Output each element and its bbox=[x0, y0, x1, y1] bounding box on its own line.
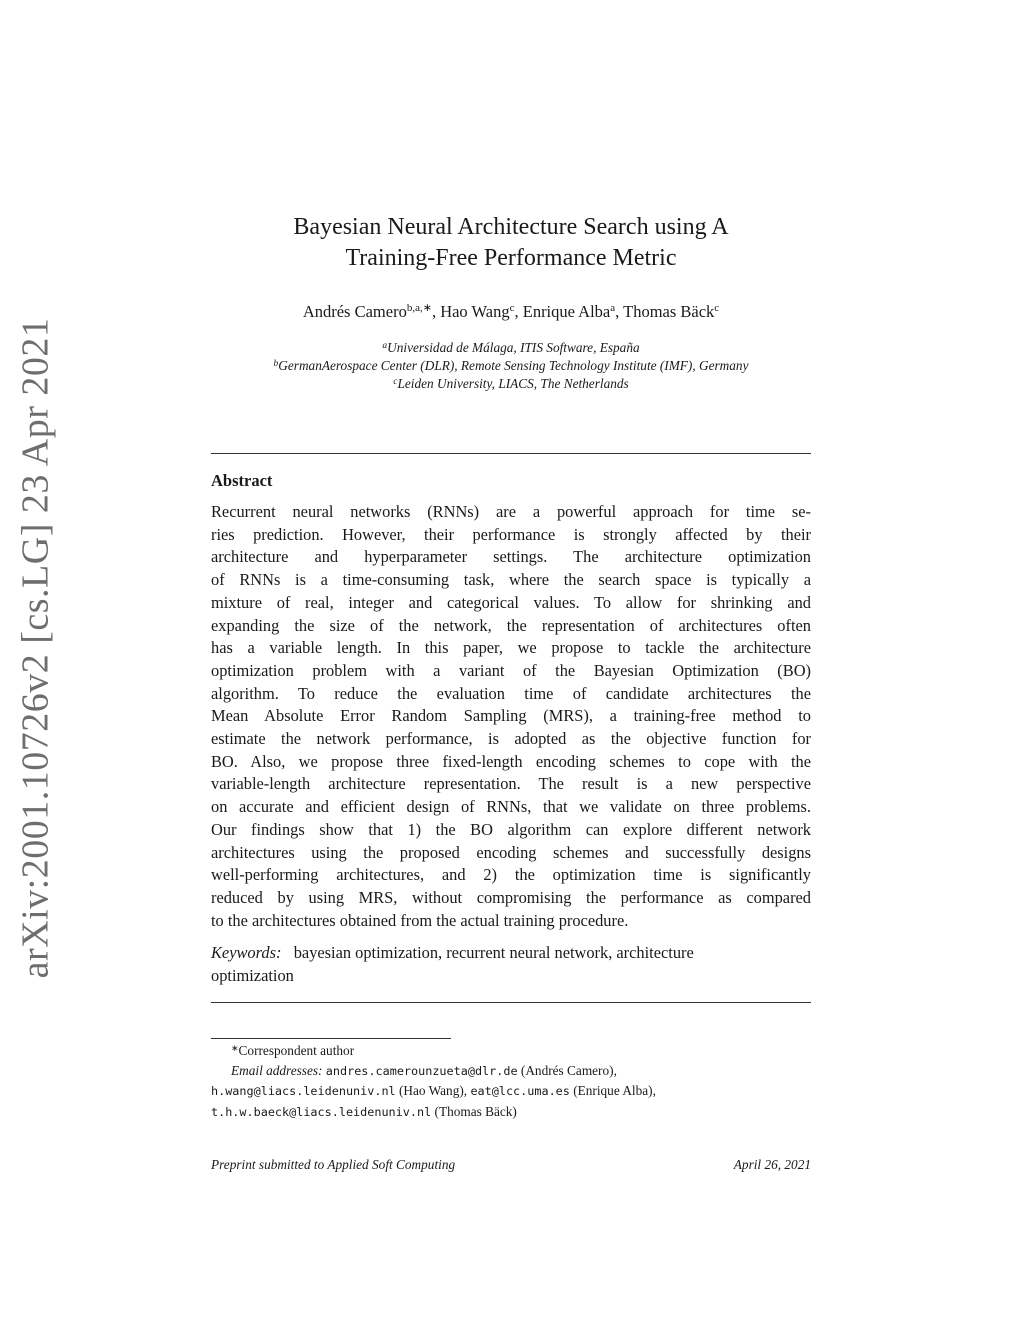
abstract-line: well-performing architectures, and 2) the optimization time is significantly bbox=[211, 865, 811, 885]
email-link[interactable]: andres.camerounzueta@dlr.de bbox=[325, 1063, 518, 1078]
keywords-line-1 bbox=[211, 942, 811, 965]
author-name: Hao Wang bbox=[440, 302, 510, 321]
abstract-line: on accurate and efficient design of RNNs, that we validate on three problems. bbox=[211, 797, 811, 817]
footnote-mark: ∗ bbox=[231, 1043, 239, 1053]
abstract-line: algorithm. To reduce the evaluation time of candidate architectures the bbox=[211, 683, 811, 703]
email-line-3 bbox=[211, 1102, 811, 1123]
affiliation-mark: c bbox=[393, 377, 398, 387]
keywords-text: bayesian optimization, recurrent neural network, architecture bbox=[293, 943, 694, 962]
author-name: Thomas Bäck bbox=[623, 302, 715, 321]
abstract-line: ries prediction. However, their performance is strongly affected by their bbox=[211, 524, 811, 544]
affiliation-mark: b bbox=[273, 359, 279, 369]
affiliation bbox=[205, 339, 817, 357]
abstract-line: estimate the network performance, is adopted as the objective function for bbox=[211, 729, 811, 749]
email-link[interactable]: t.h.w.baeck@liacs.leidenuniv.nl bbox=[211, 1104, 432, 1119]
email-link[interactable]: eat@lcc.uma.es bbox=[470, 1084, 570, 1098]
author-affil-mark: c bbox=[509, 302, 515, 314]
abstract-line: Our findings show that 1) the BO algorithm can explore different network bbox=[211, 819, 811, 839]
abstract-line: reduced by using MRS, without compromising the performance as compared bbox=[211, 887, 811, 907]
footer-date: April 26, 2021 bbox=[733, 1157, 811, 1172]
email-owner: (Enrique Alba), bbox=[573, 1083, 656, 1098]
corresponding-author-text: Correspondent author bbox=[238, 1043, 355, 1058]
arxiv-side-stamp bbox=[12, 317, 58, 978]
email-line-2 bbox=[211, 1081, 811, 1102]
abstract-line: of RNNs is a time-consuming task, where the search space is typically a bbox=[211, 570, 811, 590]
abstract-line: Recurrent neural networks (RNNs) are a powerful approach for time se- bbox=[211, 502, 811, 521]
paper-title bbox=[211, 212, 811, 274]
author-name: Enrique Alba bbox=[522, 302, 611, 321]
abstract-line: variable-length architecture representation. The result is a new perspective bbox=[211, 774, 811, 794]
affiliation bbox=[205, 375, 817, 393]
author-affil-mark: b,a,∗ bbox=[406, 302, 432, 314]
affiliation-text: Universidad de Málaga, ITIS Software, España bbox=[387, 340, 640, 355]
keywords-label: Keywords: bbox=[211, 943, 282, 962]
footnotes bbox=[211, 1041, 811, 1122]
abstract-line: optimization problem with a variant of the Bayesian Optimization (BO) bbox=[211, 660, 811, 680]
abstract-line: mixture of real, integer and categorical values. To allow for shrinking and bbox=[211, 592, 811, 612]
email-label: Email addresses: bbox=[231, 1062, 323, 1078]
affiliation-list bbox=[205, 339, 817, 393]
email-owner: (Thomas Bäck) bbox=[434, 1103, 517, 1119]
keywords bbox=[211, 942, 811, 987]
abstract-line: Mean Absolute Error Random Sampling (MRS), a training-free method to bbox=[211, 706, 811, 726]
abstract-line: to the architectures obtained from the actual training procedure. bbox=[211, 910, 629, 930]
abstract-top-rule bbox=[211, 453, 811, 454]
abstract-line: expanding the size of the network, the representation of architectures often bbox=[211, 615, 811, 635]
affiliation-mark: a bbox=[382, 341, 388, 351]
keywords-line-2: optimization bbox=[211, 965, 294, 985]
affiliation-text: GermanAerospace Center (DLR), Remote Sensing Technology Institute (IMF), Germany bbox=[278, 358, 749, 373]
abstract-bottom-rule bbox=[211, 1002, 811, 1003]
title-line-2: Training-Free Performance Metric bbox=[345, 245, 677, 271]
abstract-body bbox=[211, 501, 811, 932]
page-footer bbox=[211, 1156, 811, 1174]
footnote-rule bbox=[211, 1038, 451, 1039]
email-owner: (Hao Wang), bbox=[399, 1083, 468, 1098]
corresponding-author-note bbox=[211, 1041, 811, 1061]
abstract-heading: Abstract bbox=[211, 471, 273, 490]
arxiv-identifier: arXiv:2001.10726v2 [cs.LG] 23 Apr 2021 bbox=[14, 317, 57, 978]
author-affil-mark: c bbox=[714, 302, 720, 314]
author-list: Andrés Camero$^{b,a,∗}$, Hao Wang$^c$, Enrique Alba$^a$, Thomas Bäck$^c$ bbox=[302, 302, 720, 321]
email-line-1 bbox=[211, 1061, 811, 1082]
footer-journal: Preprint submitted to Applied Soft Computing bbox=[211, 1157, 456, 1172]
abstract-line: has a variable length. In this paper, we propose to tackle the architecture bbox=[211, 638, 811, 658]
title-line-1: Bayesian Neural Architecture Search using A bbox=[293, 214, 729, 240]
author-name: Andrés Camero bbox=[302, 302, 407, 321]
abstract-line: architecture and hyperparameter settings. The architecture optimization bbox=[211, 547, 811, 567]
author-affil-mark: a bbox=[610, 302, 616, 314]
affiliation bbox=[205, 357, 817, 375]
email-owner: (Andrés Camero), bbox=[520, 1062, 617, 1078]
abstract-line: BO. Also, we propose three fixed-length encoding schemes to cope with the bbox=[211, 751, 811, 771]
email-link[interactable]: h.wang@liacs.leidenuniv.nl bbox=[211, 1084, 396, 1098]
abstract-line: architectures using the proposed encoding schemes and successfully designs bbox=[211, 842, 811, 862]
affiliation-text: Leiden University, LIACS, The Netherlands bbox=[397, 376, 629, 391]
